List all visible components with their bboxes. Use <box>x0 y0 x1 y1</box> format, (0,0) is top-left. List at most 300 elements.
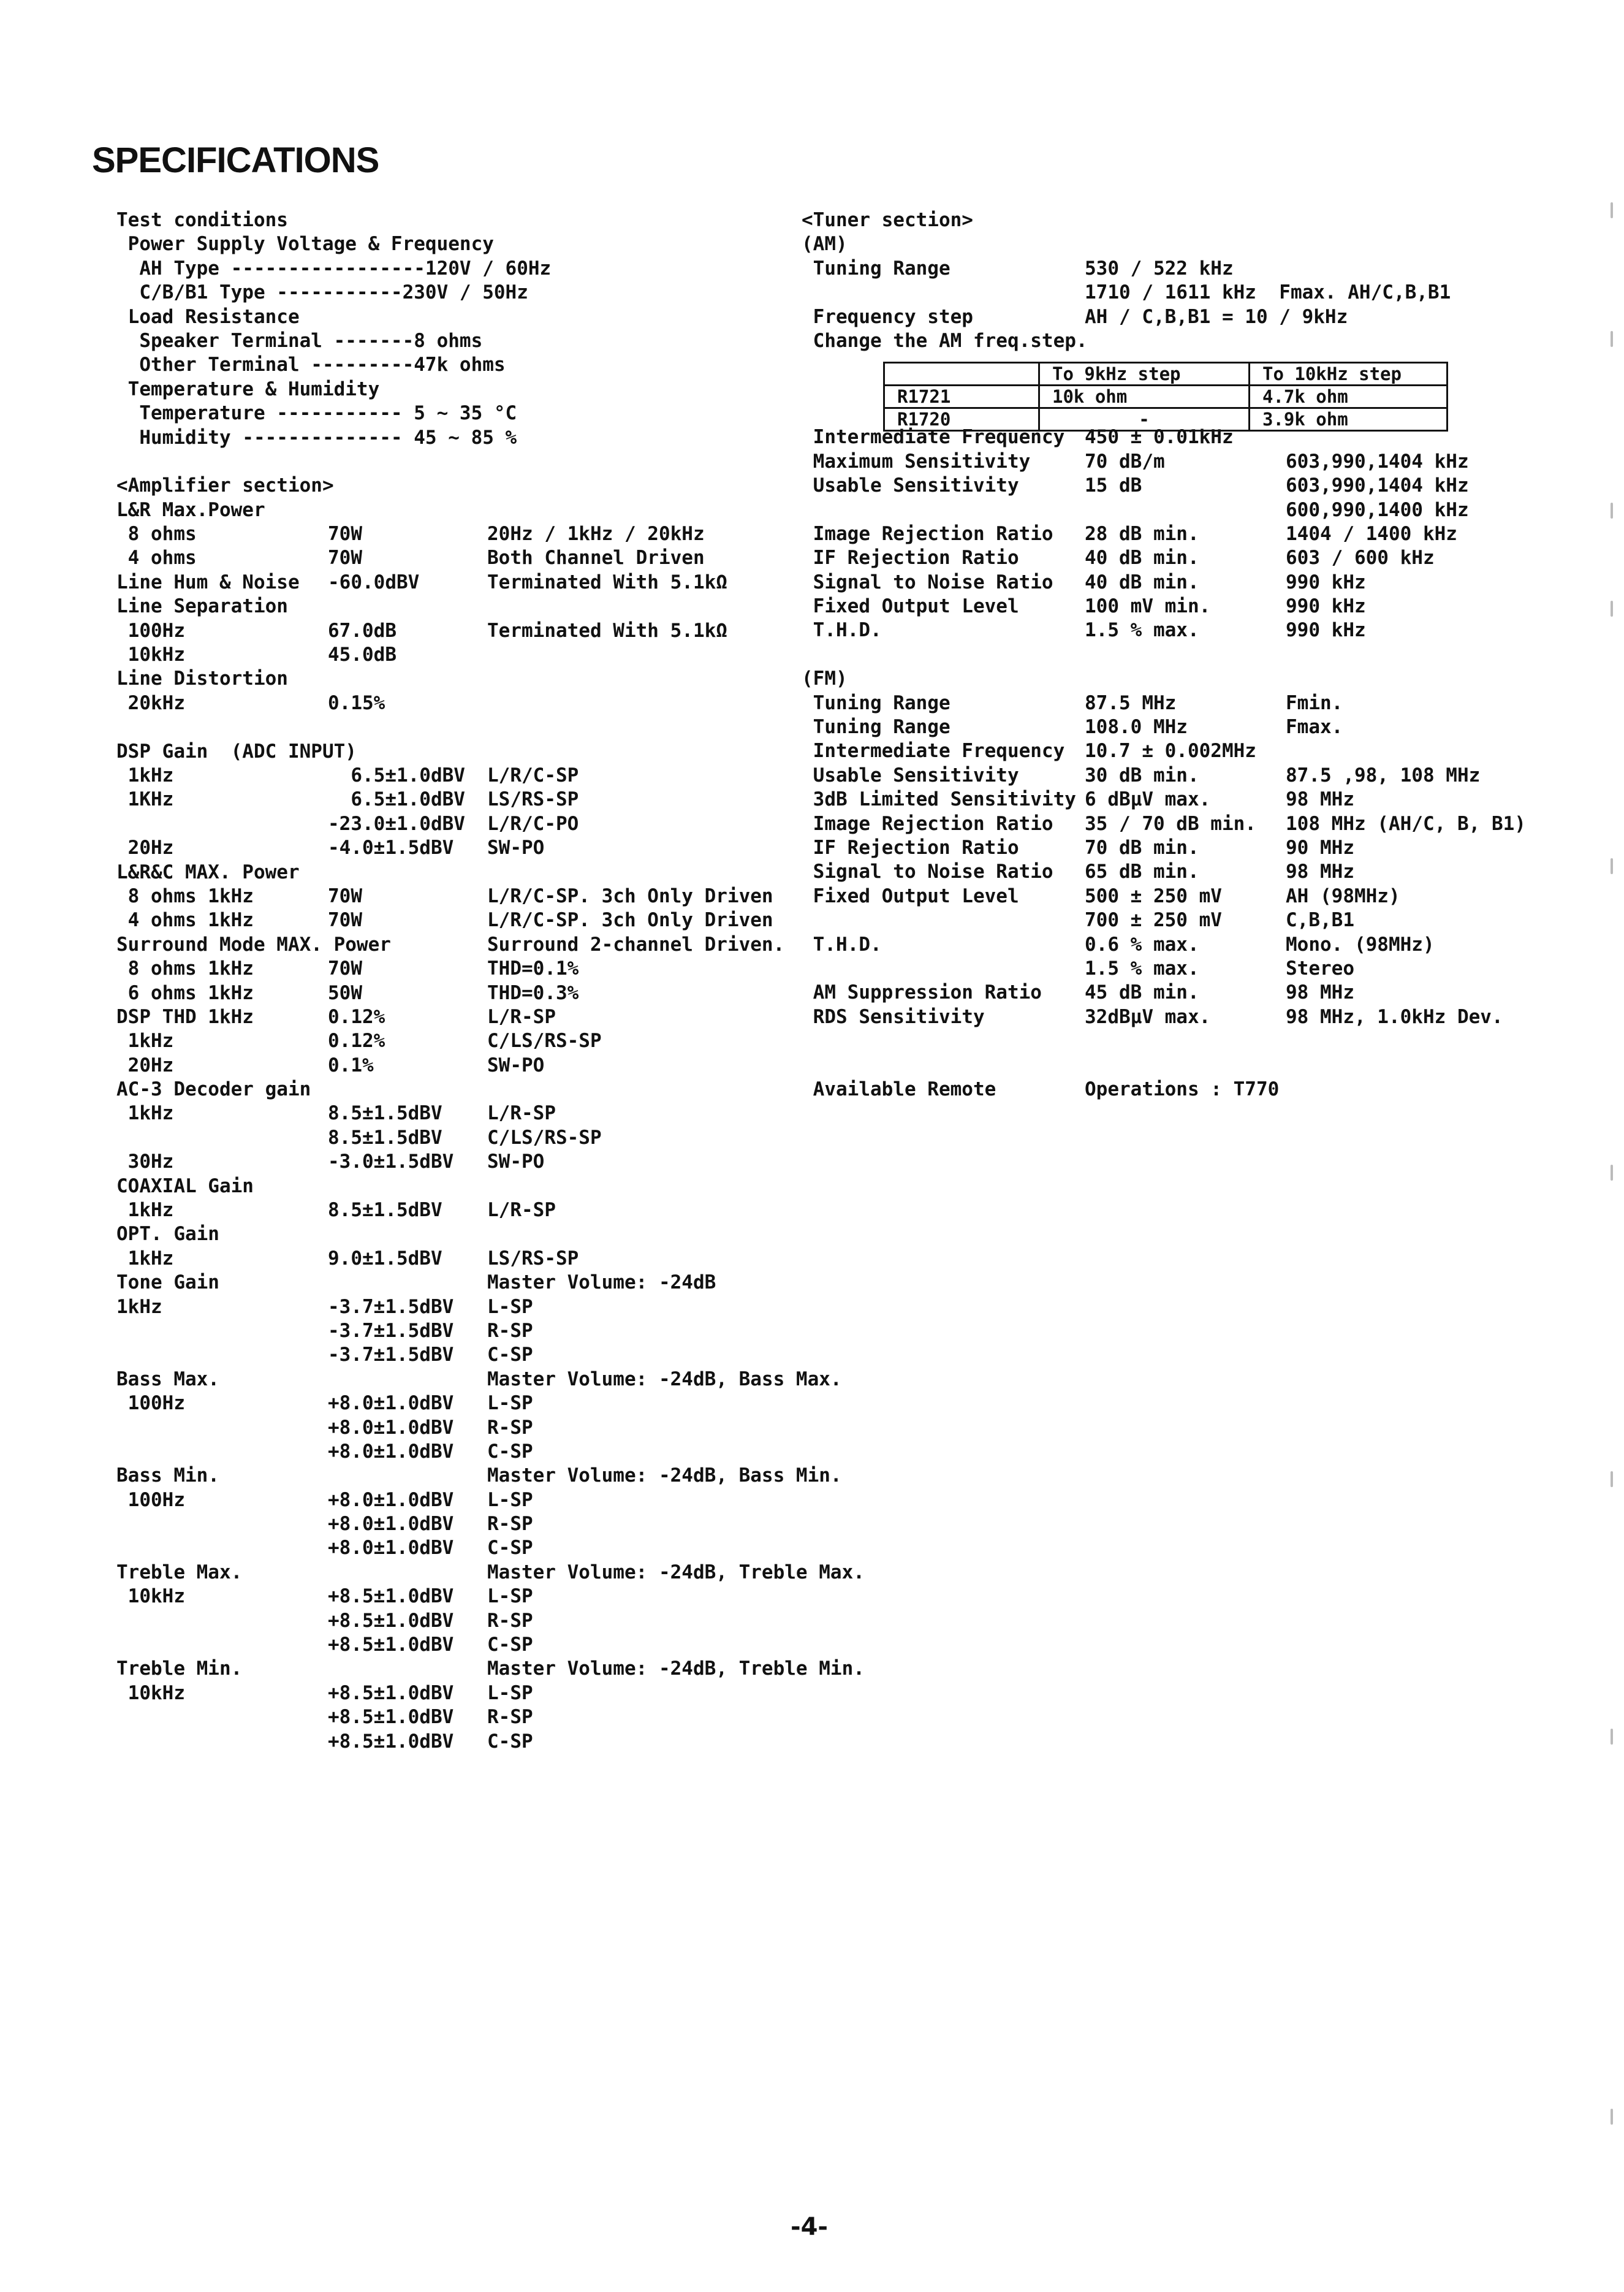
spec-value: 50W <box>328 981 362 1004</box>
spec-condition: C-SP <box>487 1440 533 1463</box>
spec-row <box>116 1247 791 1271</box>
spec-value: +8.5±1.0dBV <box>328 1609 454 1632</box>
spec-value: 70W <box>328 909 362 932</box>
spec-row <box>116 305 791 329</box>
spec-label: Available Remote <box>802 1078 996 1100</box>
spec-label: Maximum Sensitivity <box>802 450 1031 473</box>
spec-value: -3.7±1.5dBV <box>328 1319 454 1342</box>
spec-value: 35 / 70 dB min. <box>1085 812 1256 835</box>
spec-row <box>116 981 791 1005</box>
spec-row <box>802 450 1525 474</box>
spec-label: DSP THD 1kHz <box>116 1005 254 1028</box>
spec-row <box>116 1730 791 1754</box>
step-table-wrap <box>802 353 1525 430</box>
spec-row <box>116 740 791 764</box>
spec-value: 0.12% <box>328 1005 385 1028</box>
spec-value: 40 dB min. <box>1085 571 1199 593</box>
spec-label: 30Hz <box>116 1151 174 1173</box>
spec-value: 530 / 522 kHz <box>1085 257 1234 280</box>
spec-label: C/B/B1 Type -----------230V / 50Hz <box>116 281 528 304</box>
spec-label: 1kHz <box>116 1295 162 1318</box>
spec-row <box>116 1561 865 1585</box>
spec-value: +8.0±1.0dBV <box>328 1392 454 1415</box>
spec-label: Image Rejection Ratio <box>802 522 1053 545</box>
spec-condition: C/LS/RS-SP <box>487 1126 602 1149</box>
spec-row <box>116 281 791 305</box>
spec-label: Fixed Output Level <box>802 885 1019 907</box>
spec-row <box>116 1657 865 1681</box>
spec-label: Test conditions <box>116 209 288 231</box>
spec-label: 4 ohms 1kHz <box>116 909 254 932</box>
spec-value: +8.0±1.0dBV <box>328 1513 454 1536</box>
spec-row <box>116 1054 791 1078</box>
spec-value: -3.0±1.5dBV <box>328 1151 454 1173</box>
spec-label: 20Hz <box>116 1054 174 1076</box>
spec-row <box>802 1005 1525 1029</box>
spec-label: 100Hz <box>116 1488 185 1511</box>
spec-label: Temperature & Humidity <box>116 378 380 400</box>
spec-condition: R-SP <box>487 1319 533 1342</box>
spec-row <box>116 329 791 353</box>
spec-condition: R-SP <box>487 1416 533 1439</box>
spec-label: Humidity -------------- 45 ~ 85 % <box>116 426 517 449</box>
spec-row <box>802 908 1525 932</box>
spec-row <box>116 1198 791 1222</box>
spec-label: Signal to Noise Ratio <box>802 571 1053 593</box>
step-table-cell: To 10kHz step <box>1250 363 1448 386</box>
spec-row <box>802 1078 1525 1102</box>
spec-row <box>116 788 791 812</box>
spec-label: Power Supply Voltage & Frequency <box>116 233 494 256</box>
spec-row <box>116 1536 791 1560</box>
spec-label: L&R&C MAX. Power <box>116 861 300 883</box>
spec-condition: Terminated With 5.1kΩ <box>487 619 727 642</box>
spec-label: Change the AM freq.step. <box>802 329 1088 352</box>
step-table-row <box>884 386 1448 408</box>
spec-value: 1.5 % max. <box>1085 957 1199 980</box>
am-block-top <box>802 208 1525 353</box>
spec-label: 10kHz <box>116 644 185 666</box>
spec-row <box>116 715 791 739</box>
spec-label: 3dB Limited Sensitivity <box>802 788 1076 811</box>
spec-value: +8.5±1.0dBV <box>328 1634 454 1656</box>
spec-row <box>116 1126 791 1150</box>
spec-row <box>116 1512 791 1536</box>
spec-row <box>802 425 1525 449</box>
spec-label: 1kHz <box>116 1247 174 1270</box>
spec-value: +8.5±1.0dBV <box>328 1706 454 1729</box>
spec-label: AM Suppression Ratio <box>802 981 1042 1004</box>
spec-condition: SW-PO <box>487 837 545 859</box>
spec-label: 10kHz <box>116 1681 185 1704</box>
spec-row <box>116 643 791 667</box>
spec-condition: AH (98MHz) <box>1286 885 1400 907</box>
spec-label: Usable Sensitivity <box>802 764 1019 786</box>
spec-label: OPT. Gain <box>116 1223 219 1246</box>
step-table-cell: To 9kHz step <box>1039 363 1250 386</box>
spec-row <box>116 402 791 425</box>
spec-value: AH / C,B,B1 = 10 / 9kHz <box>1085 305 1348 328</box>
spec-label: 8 ohms <box>116 523 197 546</box>
spec-label: Tuning Range <box>802 257 950 280</box>
spec-value: +8.5±1.0dBV <box>328 1681 454 1704</box>
spec-row <box>116 208 791 232</box>
spec-row <box>116 474 791 498</box>
spec-label: T.H.D. <box>802 619 882 642</box>
spec-row <box>116 426 791 450</box>
spec-label: Line Distortion <box>116 668 288 690</box>
step-table-cell: R1720 <box>884 408 1039 431</box>
spec-label: Intermediate Frequency <box>802 740 1065 763</box>
spec-condition: THD=0.3% <box>487 981 579 1004</box>
spec-value: -3.7±1.5dBV <box>328 1344 454 1366</box>
spec-row <box>802 788 1525 812</box>
spec-row <box>116 1681 791 1705</box>
spec-value: 6.5±1.0dBV <box>328 788 465 811</box>
spec-row <box>802 257 1525 281</box>
spec-row <box>116 861 791 885</box>
spec-condition: R-SP <box>487 1706 533 1729</box>
spec-row <box>116 1102 791 1125</box>
spec-condition: Master Volume: -24dB <box>487 1271 716 1294</box>
spec-condition: Master Volume: -24dB, Bass Max. <box>487 1368 842 1390</box>
spec-value: 1710 / 1611 kHz Fmax. AH/C,B,B1 <box>1085 281 1451 304</box>
spec-value: +8.5±1.0dBV <box>328 1730 454 1753</box>
spec-row <box>116 1609 791 1633</box>
spec-label: 6 ohms 1kHz <box>116 981 254 1004</box>
spec-value: 108.0 MHz <box>1085 716 1188 739</box>
spec-condition: Terminated With 5.1kΩ <box>487 571 727 593</box>
spec-condition: Both Channel Driven <box>487 547 705 569</box>
spec-row <box>116 691 791 715</box>
spec-row <box>802 1029 1525 1053</box>
spec-value: 0.15% <box>328 691 385 714</box>
page-title: SPECIFICATIONS <box>92 140 379 180</box>
spec-value: +8.0±1.0dBV <box>328 1488 454 1511</box>
spec-condition: LS/RS-SP <box>487 1247 579 1270</box>
spec-label: RDS Sensitivity <box>802 1005 985 1028</box>
spec-label: Bass Max. <box>116 1368 219 1390</box>
spec-condition: L/R/C-SP. 3ch Only Driven <box>487 885 773 907</box>
spec-value: Operations : T770 <box>1085 1078 1280 1100</box>
spec-value: 100 mV min. <box>1085 595 1211 618</box>
spec-row <box>116 1295 791 1319</box>
spec-condition: Fmax. <box>1286 716 1343 739</box>
spec-value: 8.5±1.5dBV <box>328 1126 442 1149</box>
spec-value: 0.12% <box>328 1030 385 1053</box>
spec-label: L&R Max.Power <box>116 498 265 521</box>
spec-label: Surround Mode MAX. Power <box>116 933 391 956</box>
spec-value: 45 dB min. <box>1085 981 1199 1004</box>
spec-condition: THD=0.1% <box>487 958 579 980</box>
spec-row <box>802 571 1525 595</box>
spec-value: 70W <box>328 958 362 980</box>
page-number: -4- <box>791 2213 829 2241</box>
spec-label: <Tuner section> <box>802 209 973 231</box>
spec-label: 100Hz <box>116 619 185 642</box>
spec-row <box>116 1705 791 1729</box>
spec-row <box>116 812 791 836</box>
spec-label: Intermediate Frequency <box>802 426 1065 449</box>
spec-condition: Surround 2-channel Driven. <box>487 933 785 956</box>
step-table-header <box>884 363 1448 386</box>
spec-row <box>802 715 1525 739</box>
spec-row <box>802 232 1525 256</box>
spec-label: Temperature ----------- 5 ~ 35 °C <box>116 402 517 425</box>
spec-condition: L/R-SP <box>487 1005 556 1028</box>
spec-label: COAXIAL Gain <box>116 1175 254 1197</box>
spec-condition: 600,990,1400 kHz <box>1286 498 1469 521</box>
spec-label: 20Hz <box>116 837 174 859</box>
spec-value: 40 dB min. <box>1085 547 1199 569</box>
spec-condition: 990 kHz <box>1286 571 1366 593</box>
spec-value: 1.5 % max. <box>1085 619 1199 642</box>
spec-condition: L/R/C-PO <box>487 812 579 835</box>
spec-row <box>802 619 1525 642</box>
spec-label: IF Rejection Ratio <box>802 836 1019 859</box>
spec-row <box>116 1633 791 1657</box>
spec-condition: 108 MHz (AH/C, B, B1) <box>1286 812 1526 835</box>
spec-row <box>116 1343 791 1367</box>
spec-condition: SW-PO <box>487 1151 545 1173</box>
spec-row <box>116 1005 791 1029</box>
spec-row <box>116 522 791 546</box>
spec-value: 45.0dB <box>328 644 397 666</box>
spec-condition: 87.5 ,98, 108 MHz <box>1286 764 1481 786</box>
tuner-block-bottom <box>802 425 1525 1102</box>
spec-condition: Master Volume: -24dB, Treble Max. <box>487 1561 865 1583</box>
spec-row <box>802 498 1525 522</box>
spec-condition: SW-PO <box>487 1054 545 1076</box>
spec-condition: L-SP <box>487 1681 533 1704</box>
spec-label: Line Hum & Noise <box>116 571 300 593</box>
spec-value: +8.5±1.0dBV <box>328 1585 454 1608</box>
spec-row <box>802 812 1525 836</box>
am-step-table <box>883 362 1448 432</box>
step-table-cell: 4.7k ohm <box>1250 386 1448 408</box>
spec-row <box>802 1054 1525 1078</box>
spec-label: 10kHz <box>116 1585 185 1608</box>
spec-row <box>802 643 1525 667</box>
spec-label: Load Resistance <box>116 305 300 328</box>
spec-condition: 20Hz / 1kHz / 20kHz <box>487 523 705 546</box>
spec-value: +8.0±1.0dBV <box>328 1440 454 1463</box>
spec-label: Tone Gain <box>116 1271 219 1294</box>
spec-label: 1kHz <box>116 1199 174 1222</box>
spec-condition: L/R/C-SP. 3ch Only Driven <box>487 909 773 932</box>
spec-value: -60.0dBV <box>328 571 420 593</box>
spec-label: Treble Min. <box>116 1658 243 1680</box>
spec-condition: LS/RS-SP <box>487 788 579 811</box>
spec-value: 0.6 % max. <box>1085 933 1199 956</box>
spec-label: 100Hz <box>116 1392 185 1415</box>
spec-value: 10.7 ± 0.002MHz <box>1085 740 1256 763</box>
spec-condition: 990 kHz <box>1286 595 1366 618</box>
spec-row <box>116 667 791 691</box>
spec-condition: Fmin. <box>1286 691 1343 714</box>
spec-value: 70W <box>328 885 362 907</box>
spec-value: 30 dB min. <box>1085 764 1199 786</box>
spec-value: 32dBμV max. <box>1085 1005 1211 1028</box>
spec-row <box>116 1150 791 1174</box>
spec-label: 1kHz <box>116 1102 174 1125</box>
spec-row <box>116 257 791 281</box>
scan-edge-marks <box>1599 0 1624 2292</box>
spec-label: Tuning Range <box>802 691 950 714</box>
spec-condition: 603,990,1404 kHz <box>1286 474 1469 497</box>
spec-condition: R-SP <box>487 1609 533 1632</box>
spec-condition: L-SP <box>487 1392 533 1415</box>
spec-row <box>116 1271 791 1295</box>
spec-value: 70 dB/m <box>1085 450 1165 473</box>
spec-label: Line Separation <box>116 595 288 618</box>
spec-condition: 603,990,1404 kHz <box>1286 450 1469 473</box>
spec-row <box>802 474 1525 498</box>
spec-row <box>802 305 1525 329</box>
spec-condition: 1404 / 1400 kHz <box>1286 522 1457 545</box>
spec-condition: 98 MHz <box>1286 981 1354 1004</box>
spec-condition: 90 MHz <box>1286 836 1354 859</box>
spec-condition: 98 MHz, 1.0kHz Dev. <box>1286 1005 1503 1028</box>
spec-condition: 98 MHz <box>1286 788 1354 811</box>
spec-label: 1kHz <box>116 1030 174 1053</box>
spec-value: 70W <box>328 523 362 546</box>
spec-row <box>802 764 1525 788</box>
spec-row <box>116 353 791 377</box>
spec-condition: L-SP <box>487 1295 533 1318</box>
spec-condition: L/R-SP <box>487 1199 556 1222</box>
spec-condition: C/LS/RS-SP <box>487 1030 602 1053</box>
spec-row <box>116 498 791 522</box>
spec-row <box>116 1464 842 1488</box>
spec-condition: C-SP <box>487 1634 533 1656</box>
spec-value: 500 ± 250 mV <box>1085 885 1222 907</box>
spec-label: <Amplifier section> <box>116 474 334 497</box>
spec-row <box>116 957 791 981</box>
spec-row <box>116 619 791 643</box>
spec-row <box>802 957 1525 981</box>
spec-label: (AM) <box>802 233 848 256</box>
spec-label: Signal to Noise Ratio <box>802 861 1053 883</box>
spec-label: Bass Min. <box>116 1464 219 1487</box>
step-table-cell: R1721 <box>884 386 1039 408</box>
spec-label: IF Rejection Ratio <box>802 547 1019 569</box>
tuner-column <box>802 208 1525 1102</box>
spec-row <box>116 836 791 860</box>
spec-condition: 990 kHz <box>1286 619 1366 642</box>
spec-row <box>802 739 1525 763</box>
spec-label: AC-3 Decoder gain <box>116 1078 311 1101</box>
spec-row <box>802 860 1525 884</box>
spec-row <box>116 1416 791 1440</box>
spec-row <box>116 1175 791 1198</box>
spec-row <box>802 546 1525 570</box>
spec-row <box>116 764 791 788</box>
spec-condition: R-SP <box>487 1513 533 1536</box>
spec-row <box>802 836 1525 860</box>
spec-label: Speaker Terminal -------8 ohms <box>116 329 483 352</box>
spec-label: Other Terminal ---------47k ohms <box>116 354 506 376</box>
spec-label: Image Rejection Ratio <box>802 812 1053 835</box>
spec-row <box>802 981 1525 1005</box>
spec-label: Fixed Output Level <box>802 595 1019 618</box>
spec-value: 28 dB min. <box>1085 522 1199 545</box>
spec-row <box>802 208 1525 232</box>
spec-row <box>116 1488 791 1512</box>
spec-condition: Master Volume: -24dB, Bass Min. <box>487 1464 842 1487</box>
spec-label: 4 ohms <box>116 547 197 569</box>
spec-row <box>116 232 791 256</box>
spec-value: 9.0±1.5dBV <box>328 1247 442 1270</box>
step-table-cell: 10k ohm <box>1039 386 1250 408</box>
spec-row <box>116 450 791 474</box>
spec-condition: Master Volume: -24dB, Treble Min. <box>487 1658 865 1680</box>
spec-label: Tuning Range <box>802 716 950 739</box>
step-table-cell: 3.9k ohm <box>1250 408 1448 431</box>
spec-row <box>802 329 1525 353</box>
spec-row <box>802 885 1525 908</box>
spec-label: 8 ohms 1kHz <box>116 958 254 980</box>
spec-row <box>116 595 791 619</box>
spec-row <box>116 1368 842 1392</box>
spec-label: Usable Sensitivity <box>802 474 1019 497</box>
spec-row <box>802 595 1525 619</box>
spec-value: 70 dB min. <box>1085 836 1199 859</box>
spec-condition: C-SP <box>487 1537 533 1559</box>
spec-label: 8 ohms 1kHz <box>116 885 254 907</box>
spec-row <box>116 378 791 402</box>
spec-value: 87.5 MHz <box>1085 691 1177 714</box>
spec-condition: 98 MHz <box>1286 861 1354 883</box>
spec-condition: L/R-SP <box>487 1102 556 1125</box>
spec-value: +8.0±1.0dBV <box>328 1416 454 1439</box>
spec-row <box>116 1392 791 1415</box>
spec-label: 1KHz <box>116 788 174 811</box>
spec-row <box>116 933 791 957</box>
spec-value: -4.0±1.5dBV <box>328 837 454 859</box>
spec-row <box>802 691 1525 715</box>
spec-label: Treble Max. <box>116 1561 243 1583</box>
spec-label: AH Type -----------------120V / 60Hz <box>116 257 552 280</box>
spec-value: -3.7±1.5dBV <box>328 1295 454 1318</box>
step-table-cell <box>884 363 1039 386</box>
spec-value: -23.0±1.0dBV <box>328 812 465 835</box>
spec-row <box>116 1222 791 1246</box>
spec-condition: L-SP <box>487 1585 533 1608</box>
spec-row <box>116 571 791 595</box>
spec-row <box>802 281 1525 305</box>
spec-value: 8.5±1.5dBV <box>328 1199 442 1222</box>
spec-row <box>116 1585 791 1609</box>
spec-row <box>116 1319 791 1343</box>
spec-label: 1kHz <box>116 764 174 786</box>
spec-value: 70W <box>328 547 362 569</box>
spec-label: T.H.D. <box>802 933 882 956</box>
spec-label: Frequency step <box>802 305 973 328</box>
spec-row <box>802 522 1525 546</box>
spec-row <box>116 1029 791 1053</box>
spec-condition: Stereo <box>1286 957 1354 980</box>
spec-value: 6.5±1.0dBV <box>328 764 465 786</box>
spec-value: 0.1% <box>328 1054 374 1076</box>
spec-value: 8.5±1.5dBV <box>328 1102 442 1125</box>
spec-value: 450 ± 0.01kHz <box>1085 426 1234 449</box>
spec-condition: L/R/C-SP <box>487 764 579 786</box>
spec-value: 65 dB min. <box>1085 861 1199 883</box>
spec-row <box>802 933 1525 957</box>
step-table-cell: - <box>1039 408 1250 431</box>
spec-row <box>116 908 791 932</box>
